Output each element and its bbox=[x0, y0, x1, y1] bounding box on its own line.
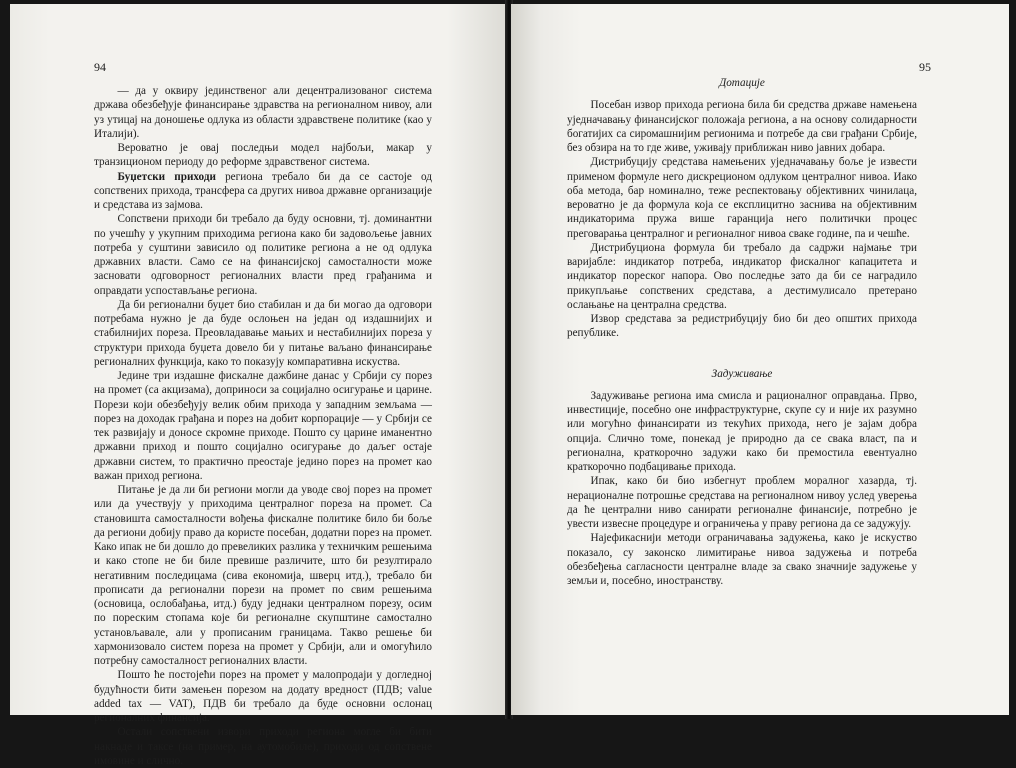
right-paragraph: Најефикаснији методи ограничавања задужења, како је искуство показало, су законско лимитирање нивоа задужења и потреба обезбеђења сагласности централне владе за свако значније задужење у земљи и, посебно, иностранству. bbox=[567, 532, 917, 587]
left-paragraph bbox=[94, 298, 432, 369]
paragraph-text: региона требало би да се састоје од сопствених прихода, трансфера са других нивоа државне организације и средстава из зајмова. bbox=[94, 170, 432, 211]
section-heading: Задуживање bbox=[711, 367, 773, 380]
paragraph-text: Да би регионални буџет био стабилан и да би могао да одговори потребама нужно је да буде ослоњен на један од издашнијих и стабилнијих пореза. Преовладавање мањих и нестабилнијих пореза у структури прихода буџета довело би у питање ваљано финансирање регионалних функција, како то показују компаративна искуства. bbox=[94, 298, 432, 368]
paragraph-lead: Буџетски приходи bbox=[117, 170, 216, 183]
paragraph-text: Једине три издашне фискалне дажбине данас у Србији су порез на промет (са акцизама), доприноси за социјално осигурање и царине. Порези који обезбеђују велик обим прихода у западним земљама — порез на доходак грађана и порез на добит корпорације — у Србији се тек развијају и доносе скромне приходе. Пошто су царине иманентно државни приход и пошто социјално осигурање до даљег остаје државни систем, то практично преостаје једино порез на промет као важан приход региона. bbox=[94, 370, 432, 482]
paragraph-text: Остали сопствени извори приходи региона могле би бити накнаде и таксе (на пример, на аутомобиле), приходи од сопствене имовине и слично. bbox=[94, 726, 432, 767]
paragraph-text: Питање је да ли би региони могли да уводе свој порез на промет или да учествују у приходима централног пореза на промет. Са становишта самосталности вођења фискалне политике било би боље да региони добију право да користе посебан, додатни порез на промет. Како ипак не би дошло до превеликих разлика у техничким решењима и како стопе не би биле превише различите, што би резултирало негативним последицама (сива економија, шверц итд.), требало би прописати да регионални порези на промет по свим решењима (основица, ослобађања, итд.) буду једнаки централном порезу, осим по пореским стопама које би регионалне скупштине самостално установљавале, али у прописаним границама. Такво решење би хармонизовало систем пореза на промет у Србији, али и омогућило потребну самосталност регионалних власти. bbox=[94, 484, 432, 667]
paragraph-text: Пошто ће постојећи порез на промет у малопродаји у догледној будућности бити замењен порезом на додату вредност (ПДВ; value added tax — VAT), ПДВ би требало да буде основни ослонац регионалних финансија. bbox=[94, 669, 432, 724]
right-page-body bbox=[567, 76, 917, 588]
right-paragraph: Посебан извор прихода региона била би средства државе намењена уједначавању финансијског положаја региона, а на основу солидарности богатијих са сиромашнијим регионима и потребе да сви грађани Србије, без обзира на то где живе, уживају приближан ниво јавних добара. bbox=[567, 99, 917, 154]
left-paragraph bbox=[94, 668, 432, 725]
left-page-body bbox=[94, 84, 432, 768]
left-paragraph bbox=[94, 369, 432, 483]
paragraph-text: — да у оквиру јединственог али децентрализованог система држава обезбеђује финансирање здравства на регионалном нивоу, али уз утицај на доношење одлука из области здравствене политике (као у Италији). bbox=[94, 85, 432, 140]
left-paragraph bbox=[94, 84, 432, 141]
paragraph-text: Сопствени приходи би требало да буду основни, тј. доминантни по учешћу у укупним приходима региона како би задовољење јавних потреба у суштини зависило од политике региона а не од одлука државних власти. Само се на финансијској самосталности може засновати одговорност регионалних власти пред грађанима и оправдати успостављање региона. bbox=[94, 213, 432, 297]
left-paragraph bbox=[94, 212, 432, 298]
page-number-right: 95 bbox=[919, 60, 931, 74]
paragraph-text: Вероватно је овај последњи модел најбољи, макар у транзиционом периоду до реформе здравственог система. bbox=[94, 142, 432, 169]
section-heading: Дотације bbox=[719, 77, 765, 89]
right-page bbox=[511, 4, 1009, 715]
right-paragraph: Дистрибуцију средстава намењених уједначавању боље је извести применом формуле него дискреционом одлуком централног нивоа. Иако оба метода, бар номинално, теже респектовању објективних чинилаца, вероватно је да формула која се експлицитно заснива на објективним индикаторима пружа више гаранција него политички процес преговарања централног и регионалног нивоа сваке године, па и чешће. bbox=[567, 156, 917, 240]
right-paragraph: Извор средстава за редистрибуцију био би део општих прихода републике. bbox=[567, 313, 917, 340]
page-number-left: 94 bbox=[94, 60, 106, 74]
left-paragraph bbox=[94, 170, 432, 213]
left-page bbox=[10, 4, 507, 767]
left-paragraph bbox=[94, 725, 432, 768]
right-paragraph: Задуживање региона има смисла и рационалног оправдања. Прво, инвестиције, посебно оне инфраструктурне, скупе су и није их разумно или могућно финансирати из текућих прихода, него је зајам добра опција. Слично томе, понекад је природно да се свака власт, па и регионална, краткорочно задужи како би премостила евентуално краткорочно подбацивање прихода. bbox=[567, 389, 917, 473]
right-paragraph: Ипак, како би био избегнут проблем моралног хазарда, тј. нерационалне потрошње средстава на регионалном нивоу услед уверења да ће централни ниво санирати регионалне финансије, потребно је увести извесне процедуре и ограничења у праву региона да се задужују. bbox=[567, 475, 917, 530]
left-paragraph bbox=[94, 483, 432, 668]
left-paragraph bbox=[94, 141, 432, 170]
right-paragraph: Дистрибуциона формула би требало да садржи најмање три варијабле: индикатор потреба, индикатор фискалног капацитета и индикатор пореског напора. Ово последње зато да би се наградило прикупљање сопствених средстава, а дестимулисало претерано ослањање на централна средства. bbox=[567, 241, 917, 311]
